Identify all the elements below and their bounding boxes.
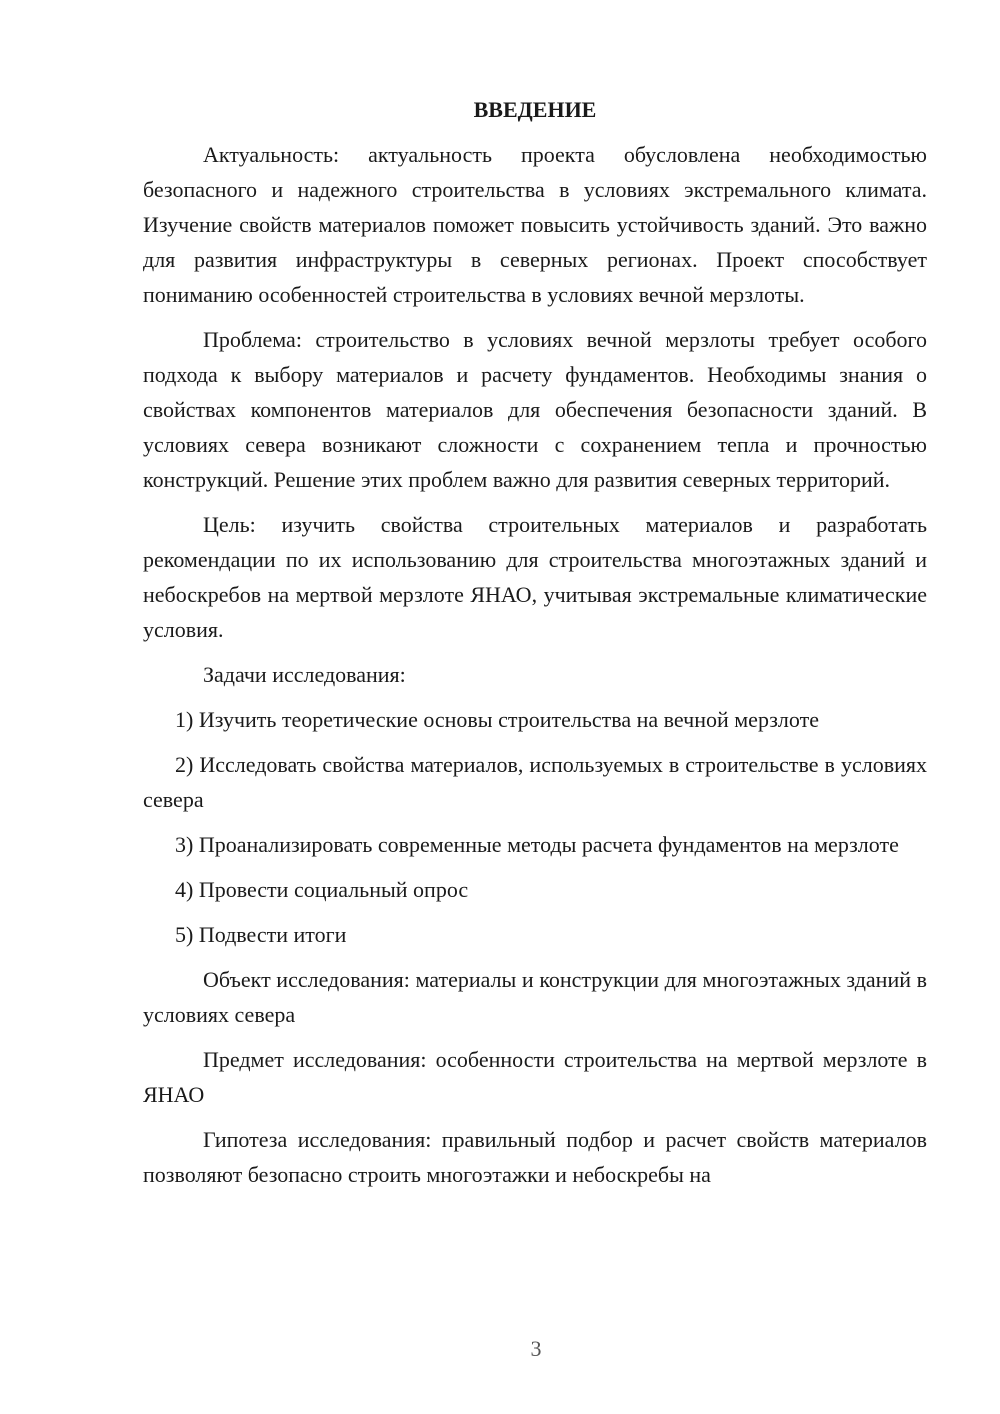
page-number: 3 bbox=[530, 1336, 542, 1361]
list-item: 4) Провести социальный опрос bbox=[175, 877, 469, 902]
list-item: 3) Проанализировать современные методы расчета фундаментов на мерзлоте bbox=[175, 832, 899, 857]
paragraph-relevance: Актуальность: актуальность проекта обусловлена необходимостью безопасного и надежного строительства в условиях экстремального климата. Изучение свойств материалов поможет повысить устойчивость зданий. Это важно для развития инфраструктуры в северных регионах. Проект способствует пониманию особенностей строительства в условиях вечной мерзлоты. bbox=[143, 142, 927, 307]
list-item: 5) Подвести итоги bbox=[175, 922, 347, 947]
page-title: ВВЕДЕНИЕ bbox=[473, 97, 597, 122]
paragraph-subject: Предмет исследования: особенности строительства на мертвой мерзлоте в ЯНАО bbox=[143, 1047, 927, 1107]
paragraph-tasks-heading: Задачи исследования: bbox=[203, 662, 406, 687]
paragraph-problem: Проблема: строительство в условиях вечной мерзлоты требует особого подхода к выбору материалов и расчету фундаментов. Необходимы знания о свойствах компонентов материалов для обеспечения безопасности зданий. В условиях севера возникают сложности с сохранением тепла и прочностью конструкций. Решение этих проблем важно для развития северных территорий. bbox=[143, 327, 927, 492]
list-item: 1) Изучить теоретические основы строительства на вечной мерзлоте bbox=[175, 707, 819, 732]
paragraph-object: Объект исследования: материалы и конструкции для многоэтажных зданий в условиях севера bbox=[143, 967, 927, 1027]
paragraph-hypothesis: Гипотеза исследования: правильный подбор и расчет свойств материалов позволяют безопасно строить многоэтажки и небоскребы на bbox=[143, 1127, 927, 1187]
list-item: 2) Исследовать свойства материалов, используемых в строительстве в условиях севера bbox=[143, 752, 927, 812]
paragraph-goal: Цель: изучить свойства строительных материалов и разработать рекомендации по их использованию для строительства многоэтажных зданий и небоскребов на мертвой мерзлоте ЯНАО, учитывая экстремальные климатические условия. bbox=[143, 512, 927, 642]
tasks-list bbox=[143, 702, 927, 952]
page-body bbox=[143, 92, 927, 1202]
